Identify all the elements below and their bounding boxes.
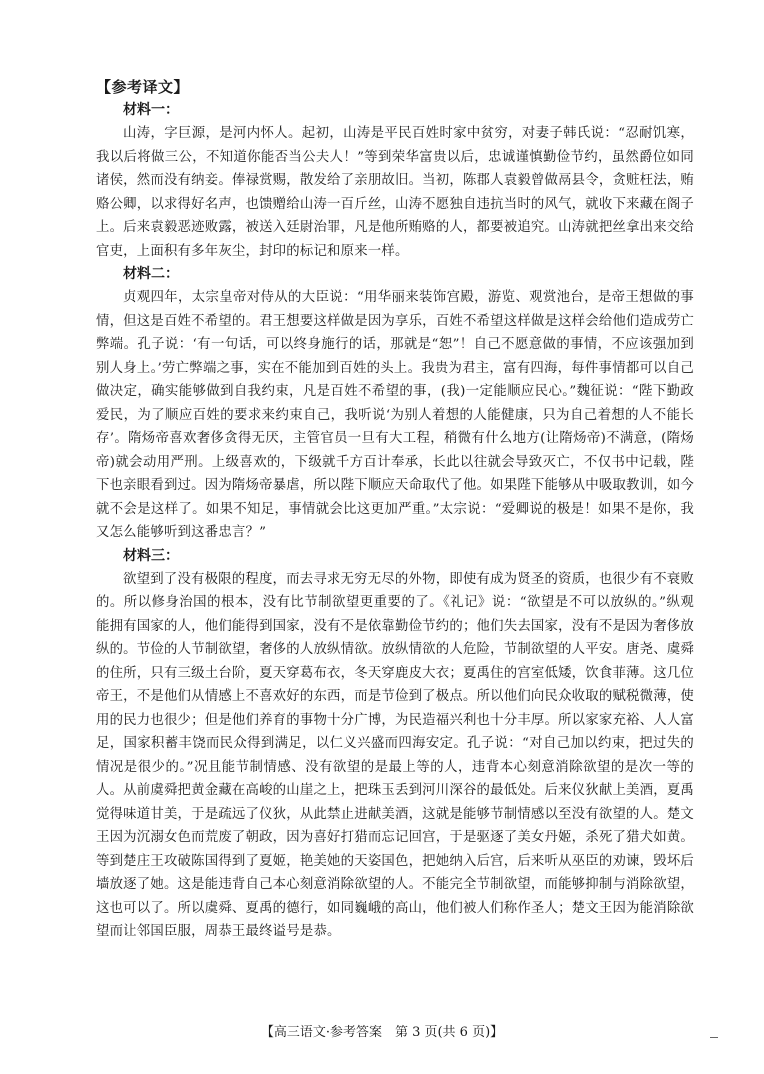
- material-3-paragraph: 欲望到了没有极限的程度，而去寻求无穷无尽的外物，即使有成为贤圣的资质，也很少有不衰败的。所以修身治国的根本，没有比节制欲望更重要的了。《礼记》说：“欲望是不可以放纵的。”纵观能拥有国家的人，他们能得到国家，没有不是依靠勤俭节约的；他们失去国家，没有不是因为奢侈放纵的。节俭的人节制欲望，奢侈的人放纵情欲。放纵情欲的人危险，节制欲望的人平安。唐尧、虞舜的住所，只有三级土台阶，夏天穿葛布衣，冬天穿鹿皮大衣；夏禹住的宫室低矮，饮食菲薄。这几位帝王，不是他们从情感上不喜欢好的东西，而是节俭到了极点。所以他们向民众收取的赋税微薄，使用的民力也很少；但是他们养育的事物十分广博，为民造福兴利也十分丰厚。所以家家充裕、人人富足，国家积蓄丰饶而民众得到满足，以仁义兴盛而四海安定。孔子说：“对自己加以约束，把过失的情况是很少的。”况且能节制情感、没有欲望的是最上等的人，违背本心刻意消除欲望的是次一等的人。从前虞舜把黄金藏在高峻的山崖之上，把珠玉丢到河川深谷的最低处。后来仪狄献上美酒，夏禹觉得味道甘美，于是疏远了仪狄，从此禁止进献美酒，这就是能够节制情感以至没有欲望的人。楚文王因为沉溺女色而荒废了朝政，因为喜好打猎而忘记回宫，于是驱逐了美女丹姬，杀死了猎犬如黄。等到楚庄王攻破陈国得到了夏姬，艳美她的天姿国色，把她纳入后宫，后来听从巫臣的劝谏，毁坏后墙放逐了她。这是能违背自己本心刻意消除欲望的人。不能完全节制欲望，而能够抑制与消除欲望，这也可以了。所以虞舜、夏禹的德行，如同巍峨的高山，他们被人们称作圣人；楚文王因为能消除欲望而让邻国臣服，周恭王最终谥号是恭。: [96, 571, 694, 939]
- material-2-paragraph: 贞观四年，太宗皇帝对侍从的大臣说：“用华丽来装饰宫殿，游览、观赏池台，是帝王想做的事情，但这是百姓不希望的。君王想要这样做是因为享乐，百姓不希望这样做是这样会给他们造成劳亡弊端。孔子说：‘有一句话，可以终身施行的话，那就是“恕”！自己不愿意做的事情，不应该强加到别人身上。’劳亡弊端之事，实在不能加到百姓的头上。我贵为君主，富有四海，每件事情都可以自己做决定，确实能够做到自我约束，凡是百姓不希望的事，(我)一定能顺应民心。”魏征说：“陛下勤政爱民，为了顺应百姓的要求来约束自己，我听说‘为别人着想的人能健康，只为自己着想的人不能长存’。隋炀帝喜欢奢侈贪得无厌，主管官员一旦有大工程，稍微有什么地方(让隋炀帝)不满意，(隋炀帝)就会动用严刑。上级喜欢的，下级就千方百计奉承，长此以往就会导致灭亡，不仅书中记载，陛下也亲眼看到过。因为隋炀帝暴虐，所以陛下顺应天命取代了他。如果陛下能够从中吸取教训，如今就不会是这样了。如果不知足，事情就会比这更加严重。”太宗说：“爱卿说的极是！如果不是你，我又怎么能够听到这番忠言？”: [96, 290, 694, 540]
- section-title: 【参考译文】: [96, 78, 190, 96]
- document-body: [96, 76, 694, 944]
- material-1-paragraph: 山涛，字巨源，是河内怀人。起初，山涛是平民百姓时家中贫穷，对妻子韩氏说：“忍耐饥寒，我以后将做三公，不知道你能否当公夫人！”等到荣华富贵以后，忠诚谨慎勤俭节约，虽然爵位如同诸侯，然而没有纳妾。俸禄赏赐，散发给了亲朋故旧。当初，陈郡人袁毅曾做鬲县令，贪赃枉法，贿赂公卿，以求得好名声，也馈赠给山涛一百斤丝，山涛不愿独自违抗当时的风气，就收下来藏在阁子上。后来袁毅恶迹败露，被送入廷尉治罪，凡是他所贿赂的人，都要被追究。山涛就把丝拿出来交给官吏，上面积有多年灰尘，封印的标记和原来一样。: [96, 126, 694, 259]
- material-2-heading: 材料二：: [123, 266, 179, 282]
- material-1-heading: 材料一：: [123, 102, 179, 118]
- corner-mark: [710, 1037, 718, 1038]
- material-3-heading: 材料三：: [123, 547, 179, 564]
- page-footer: 【高三语文·参考答案 第 3 页(共 6 页)】: [260, 1025, 504, 1040]
